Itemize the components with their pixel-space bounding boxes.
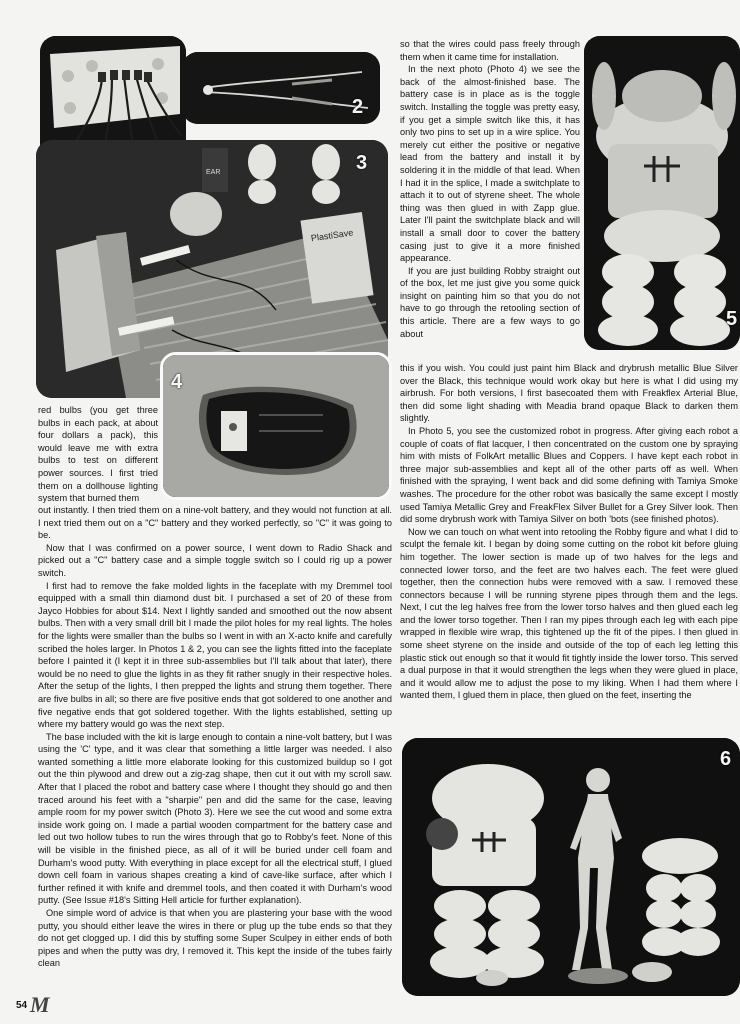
article-column-right-mid [400, 362, 738, 732]
paragraph: out instantly. I then tried them on a nine-volt battery, and they would not function at all. I next tried them out on a "C" battery and they worked perfectly, so "C" it was going to be. [38, 505, 392, 541]
photo-3-box-label: PlastiSave [310, 227, 354, 244]
paragraph: this if you wish. You could just paint him Black and drybrush metallic Blue Silver over the Black, this technique would work okay but here is what I did using my airbrush. For both versions, I first basecoated them with Freakflex Arterial Blue, then did some light shading with Meadia brand opaque Black to darken them slightly. [400, 363, 738, 424]
paragraph: If you are just building Robby straight out of the box, let me just give you some quick insight on painting him so that you do not have to go through the retooling section of this article. There are a few ways to go about [400, 265, 580, 339]
paragraph: In Photo 5, you see the customized robot in progress. After giving each robot a couple of coats of flat lacquer, I then concentrated on the custom one by spraying him with mists of FolkArt metallic Blues and Coppers. I have kept each robot in three major sub-assemblies and kept all of the other parts off as well. When finished with the spraying, I went back and did some defining with Tamiya Smoke washes. The procedure for the other robot was basically the same except I mostly used Tamiya Metallic Grey and FreakFlex Silver Bullet for a Grey Silver look. Then did some drybrush work with Tamiya Silver on both 'bots (see finished photos). [400, 425, 738, 525]
page-number: 54 [16, 1000, 28, 1011]
photo-4-number: 4 [171, 371, 183, 393]
magazine-logo: M [30, 992, 50, 1017]
photo-6-image [402, 738, 740, 996]
photo-3-number: 3 [356, 152, 368, 174]
photo-4 [160, 352, 392, 500]
photo-6 [402, 738, 740, 996]
paragraph: Now that I was confirmed on a power source, I went down to Radio Shack and picked out a "C" battery case and a simple toggle switch so I could rig up a power switch. [38, 542, 392, 578]
photo-3-jar-label: EAR [206, 169, 221, 176]
photo-5 [584, 36, 740, 350]
photo-5-image [584, 36, 740, 350]
paragraph: Now we can touch on what went into retooling the Robby figure and what I did to sculpt the female kit. I began by doing some cutting on the robot kit before gluing him together. The lower section is made up of two halves for the legs and connected lower torso, and the feet are two halves each. The feet were glued together, then the connection hubs were removed with a saw. I removed these connectors because I will be running styrene pipes through them and the legs. Next, I cut the leg halves free from the lower torso halves and then glued each leg and the lower torso together. Then I ran my pipes through each leg with each pipe wrapped in flexible wire wrap, this tightened up the fit of the pipes. I then glued in some sheet styrene on the inside and outside of the top of each leg letting this plastic stick out enough so that it would fit tightly inside the lower torso. This served a dual purpose in that it would strengthen the legs when they were glued in place, and it would allow me to adjust the pose to my liking. When I had them where I wanted them, I glued them in place, then glued on the feet, inserting the [400, 526, 738, 701]
paragraph: The base included with the kit is large enough to contain a nine-volt battery, but I was using the 'C' type, and it was clear that something a little larger was needed. I also wanted something a little more elaborate looking for this customized buildup so I got out the thin plywood and drew out a zig-zag shape, then cut it out with my scroll saw. After that I placed the robot and battery case where I thought they should go and then traced around his feet with a "sharpie" pen and did the same for the case, leaving ample room for my power switch (Photo 3). Here we see the cut wood and some extra inside work going on. I made a partial wooden compartment for the battery case and led out two hollow tubes to run the wires through that go to Robby's feet. None of this will be visible in the finished piece, as all of it will be buried under cell foam and Durham's wood putty. With everything in place except for all the electrical stuff, I glued down cell foam in various shapes creating a kind of cave-like surface, after which I further refined it with knife and dremmel tools, and then coated it with Durham's wood putty. (See Issue #18's Sitting Hell article for further explanation). [38, 731, 392, 906]
photo-2-number: 2 [352, 96, 364, 118]
photo-5-number: 5 [726, 308, 738, 330]
photo-4-image [163, 355, 389, 497]
article-column-left-narrow [38, 404, 158, 504]
photo-6-number: 6 [720, 748, 732, 770]
article-column-right-top [400, 38, 580, 360]
paragraph: I first had to remove the fake molded lights in the faceplate with my Dremmel tool equipped with a small thin diamond dust bit. I purchased a set of 20 of these from Jayco Hobbies for about $14. Next I lightly sanded and smoothed out the now absent bulbs. Then with a very small drill bit I made the pilot holes for my real lights. The holes for the lights were smaller than the bulbs so I went in with an X-acto knife and carefully scribed the holes larger. In Photos 1 & 2, you can see the lights fitted into the faceplate before I painted it (I kept it in three sub-assemblies but I'll talk about that later), there would be no need to glue the lights in as they fit rather snugly in their respective holes. After the setup of the lights, I then prepped the lights and strung them together. There are five bulbs in all; so there are five positive ends that got soldered to one another and five negative ends that got soldered together. With the lights established, setting up where my battery would go was the next step. [38, 580, 392, 730]
article-column-left-main [38, 504, 392, 994]
photo-2-image [182, 52, 380, 124]
photo-2 [182, 52, 380, 124]
paragraph: red bulbs (you get three bulbs in each pack, at about four dollars a pack), this would leave me with extra bulbs to test on different power sources. I first tried them on a dollhouse lighting system that burned them [38, 405, 158, 504]
paragraph: so that the wires could pass freely through them when it came time for installation. [400, 39, 580, 62]
paragraph: One simple word of advice is that when you are plastering your base with the wood putty, you should either leave the wires in there or plug up the tube ends so that they do not get clogged up. I did this by stuffing some Super Sculpey in either ends of both pipes and when the putty was dry, I removed it. This kept the inside of the tubes fairly clean [38, 908, 392, 969]
paragraph: In the next photo (Photo 4) we see the back of the almost-finished base. The battery case is in place as is the toggle switch. Installing the toggle was pretty easy, if you get a simple switch like this, it has only two pins to set up in a wire splice. You merely cut either the positive or negative lead from the battery and install it by soldering it in the middle of that lead. When I had it in the splice, I made a switchplate to attach it to out of styrene sheet. The whole thing was then glued in with Zapp glue. Later I'll paint the switchplate black and will install a small door to cover the battery casing just to give it a more finished appearance. [400, 64, 580, 264]
